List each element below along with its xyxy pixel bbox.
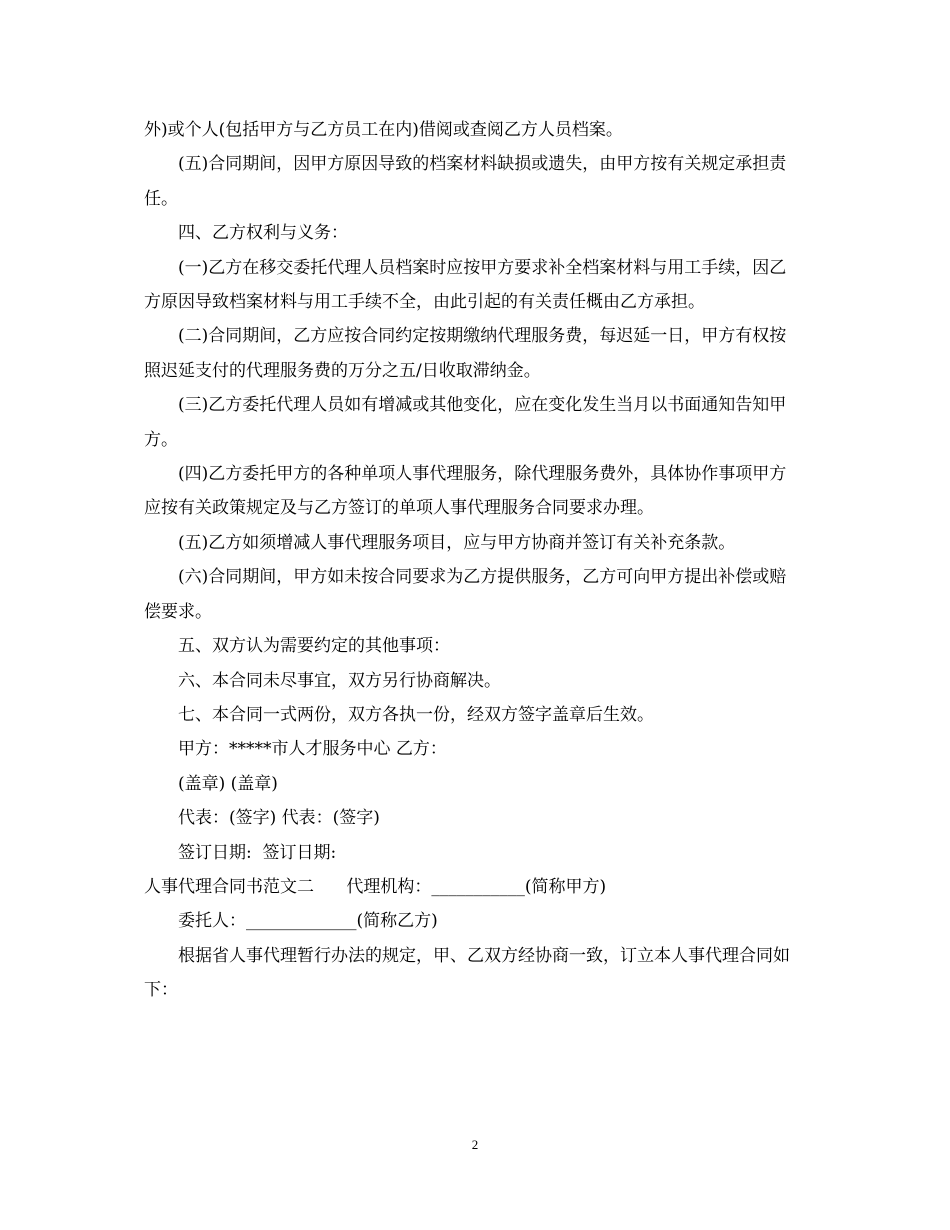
section-heading: 四、乙方权利与义务： xyxy=(178,223,348,244)
paragraph: 委托人：_____________(简称乙方) xyxy=(178,911,438,932)
second-contract-title: 人事代理合同书范文二 代理机构：___________(简称甲方) xyxy=(144,876,607,897)
paragraph: (四)乙方委托甲方的各种单项人事代理服务，除代理服务费外，具体协作事项甲方应按有关政策规定及与乙方签订的单项人事代理服务合同要求办理。 xyxy=(144,464,787,519)
paragraph: (一)乙方在移交委托代理人员档案时应按甲方要求补全档案材料与用工手续，因乙方原因导致档案材料与用工手续不全，由此引起的有关责任概由乙方承担。 xyxy=(144,257,787,313)
signature-line-parties: 甲方：*****市人才服务中心 乙方： xyxy=(178,739,447,760)
section-heading: 七、本合同一式两份，双方各执一份，经双方签字盖章后生效。 xyxy=(178,704,654,725)
section-heading: 五、双方认为需要约定的其他事项： xyxy=(178,636,450,657)
paragraph: 根据省人事代理暂行办法的规定，甲、乙双方经协商一致，订立本人事代理合同如下： xyxy=(144,945,790,1001)
paragraph: (二)合同期间，乙方应按合同约定按期缴纳代理服务费，每迟延一日，甲方有权按照迟延支付的代理服务费的万分之五/日收取滞纳金。 xyxy=(144,326,787,381)
signature-line-representative: 代表：(签字) 代表：(签字) xyxy=(178,808,380,829)
section-heading: 六、本合同未尽事宜，双方另行协商解决。 xyxy=(178,670,501,691)
signature-line-date: 签订日期: 签订日期: xyxy=(178,842,337,863)
document-body xyxy=(144,113,796,1008)
signature-line-seal: (盖章) (盖章) xyxy=(178,773,278,794)
paragraph: 外)或个人(包括甲方与乙方员工在内)借阅或查阅乙方人员档案。 xyxy=(144,120,623,140)
paragraph: (五)乙方如须增减人事代理服务项目，应与甲方协商并签订有关补充条款。 xyxy=(178,532,736,553)
paragraph: (五)合同期间，因甲方原因导致的档案材料缺损或遗失，由甲方按有关规定承担责任。 xyxy=(144,154,787,209)
paragraph: (六)合同期间，甲方如未按合同要求为乙方提供服务，乙方可向甲方提出补偿或赔偿要求。 xyxy=(144,567,787,622)
page-number: 2 xyxy=(471,1137,479,1152)
paragraph: (三)乙方委托代理人员如有增减或其他变化，应在变化发生当月以书面通知告知甲方。 xyxy=(144,395,787,450)
